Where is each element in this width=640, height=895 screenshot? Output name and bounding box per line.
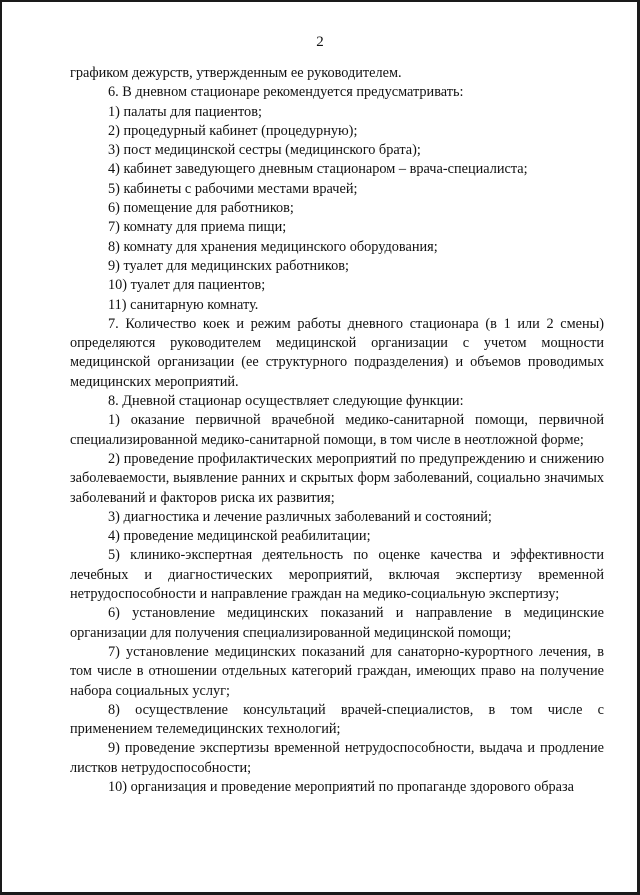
list-item: 6) помещение для работников; <box>108 200 294 217</box>
list-item: 1) палаты для пациентов; <box>108 103 262 120</box>
clause-7: 7. Количество коек и режим работы дневного стационара (в 1 или 2 смены) определяются руководителем медицинской организации с учетом мощности медицинской организации (ее структурного подразделения) и объемов проводимых медицинских мероприятий. <box>70 315 604 390</box>
clause-6-heading: 6. В дневном стационаре рекомендуется предусматривать: <box>108 84 464 101</box>
scan-border-top <box>0 0 640 2</box>
function-item: 6) установление медицинских показаний и направление в медицинские организации для получения специализированной медицинской помощи; <box>70 605 604 641</box>
clause-8-heading: 8. Дневной стационар осуществляет следующие функции: <box>108 393 464 410</box>
list-item: 8) комнату для хранения медицинского оборудования; <box>108 238 438 255</box>
list-item: 11) санитарную комнату. <box>108 296 259 313</box>
function-item: 4) проведение медицинской реабилитации; <box>108 528 371 545</box>
function-item: 5) клинико-экспертная деятельность по оценке качества и эффективности лечебных и диагностических мероприятий, включая экспертизу временной нетрудоспособности и направление граждан на медико-социальную экспертизу; <box>70 547 604 603</box>
paragraph-continuation: графиком дежурств, утвержденным ее руководителем. <box>70 65 402 81</box>
list-item: 10) туалет для пациентов; <box>108 277 266 294</box>
list-item: 5) кабинеты с рабочими местами врачей; <box>108 180 358 197</box>
function-item: 10) организация и проведение мероприятий по пропаганде здорового образа <box>108 778 574 795</box>
list-item: 2) процедурный кабинет (процедурную); <box>108 122 358 139</box>
function-item: 1) оказание первичной врачебной медико-санитарной помощи, первичной специализированной медико-санитарной помощи, в том числе в неотложной форме; <box>70 412 604 448</box>
document-body <box>70 64 604 797</box>
list-item: 4) кабинет заведующего дневным стационаром – врача-специалиста; <box>108 161 528 178</box>
function-item: 3) диагностика и лечение различных заболеваний и состояний; <box>108 508 492 525</box>
function-item: 9) проведение экспертизы временной нетрудоспособности, выдача и продление листков нетрудоспособности; <box>70 740 604 776</box>
scan-border-left <box>0 0 2 895</box>
list-item: 7) комнату для приема пищи; <box>108 219 287 236</box>
page-number: 2 <box>316 34 324 50</box>
function-item: 7) установление медицинских показаний для санаторно-курортного лечения, в том числе в отношении отдельных категорий граждан, имеющих право на получение набора социальных услуг; <box>70 643 604 699</box>
list-item: 9) туалет для медицинских работников; <box>108 257 349 274</box>
function-item: 8) осуществление консультаций врачей-специалистов, в том числе с применением телемедицинских технологий; <box>70 701 604 738</box>
list-item: 3) пост медицинской сестры (медицинского брата); <box>108 142 421 159</box>
function-item: 2) проведение профилактических мероприятий по предупреждению и снижению заболеваемости, выявление ранних и скрытых форм заболеваний, социально значимых заболеваний и факторов риска их развития; <box>70 450 604 506</box>
